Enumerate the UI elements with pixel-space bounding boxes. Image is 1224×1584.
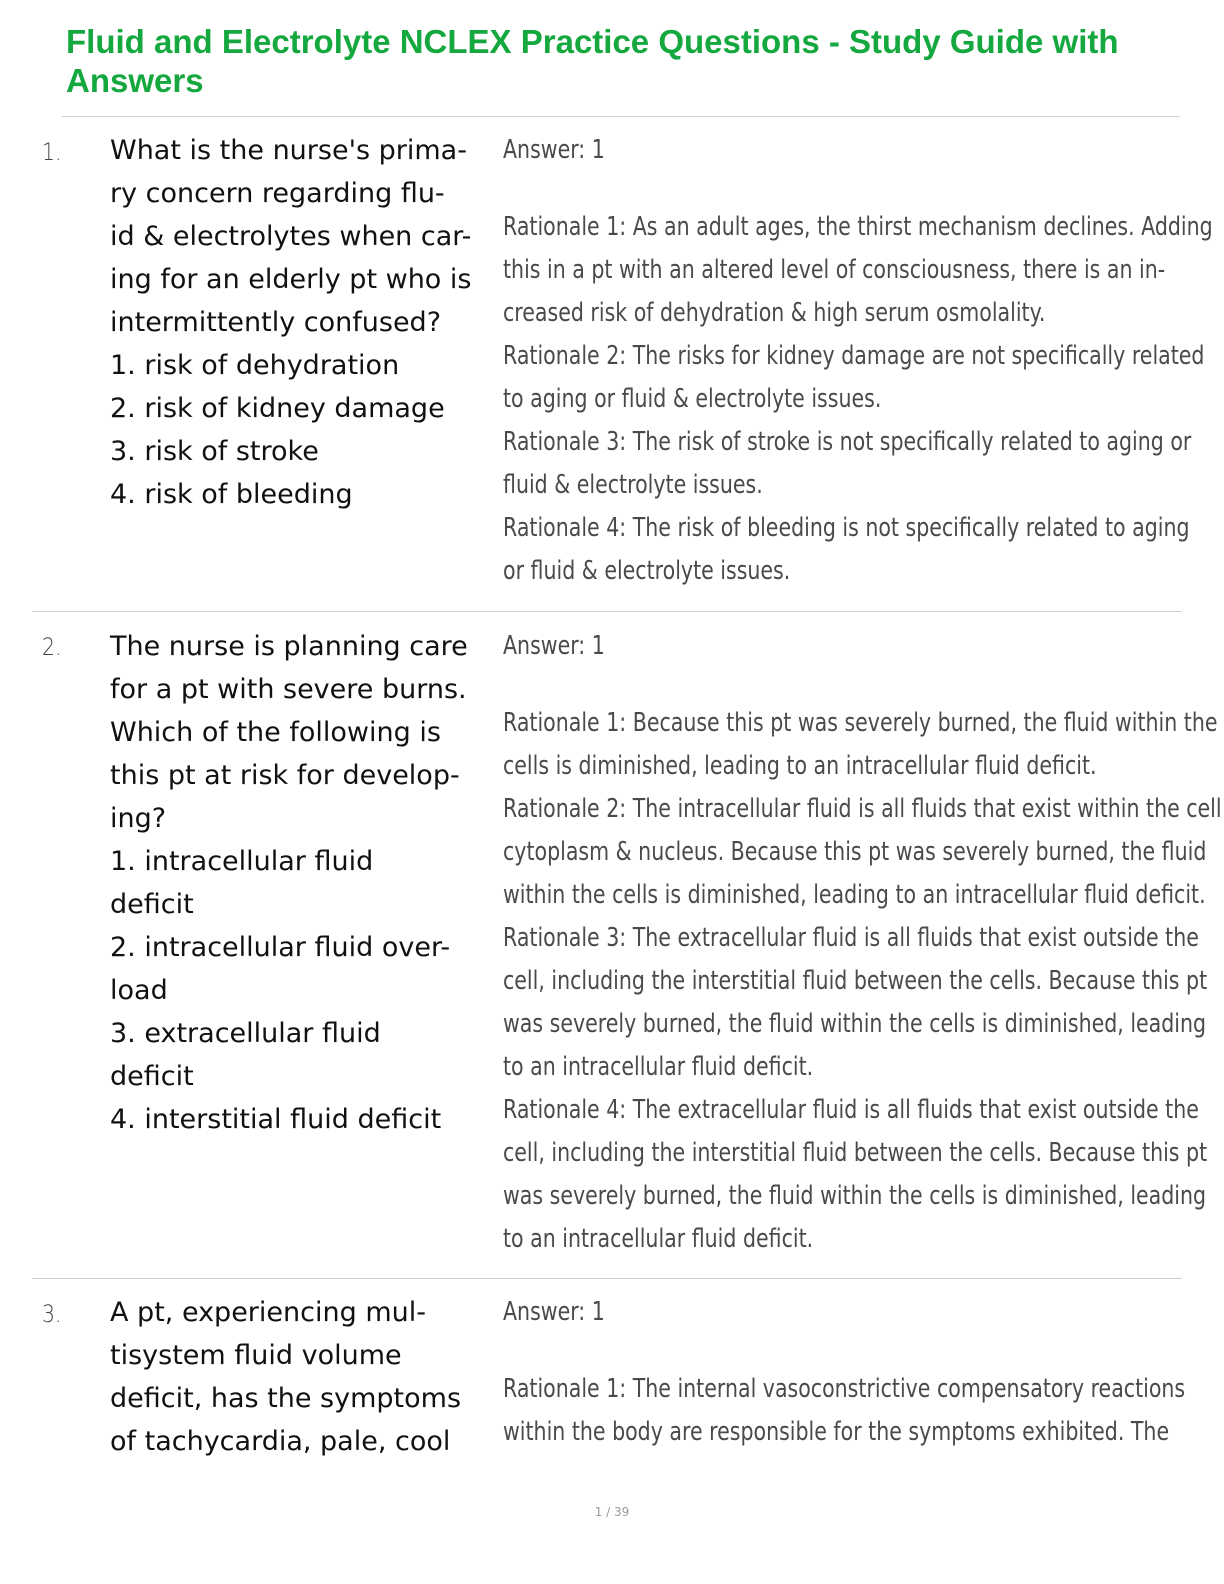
rationale-line: Rationale 4: The risk of bleeding is not specifically related to aging: [503, 513, 1190, 543]
answer-label: Answer: 1: [503, 631, 605, 661]
rationale-line: cell, including the interstitial fluid between the cells. Because this pt: [503, 966, 1208, 996]
title-divider: [62, 116, 1180, 117]
rationale-line: cell, including the interstitial fluid between the cells. Because this pt: [503, 1138, 1208, 1168]
rationale-line: within the body are responsible for the symptoms exhibited. The: [503, 1417, 1170, 1447]
page-indicator: 1 / 39: [594, 1505, 630, 1519]
rationale-line: Rationale 1: The internal vasoconstrictive compensatory reactions: [503, 1374, 1186, 1404]
rationale-line: or fluid & electrolyte issues.: [503, 556, 791, 586]
rationale-line: cells is diminished, leading to an intracellular fluid deficit.: [503, 751, 1097, 781]
rationale-line: within the cells is diminished, leading to an intracellular fluid deficit.: [503, 880, 1206, 910]
rationale-line: to an intracellular fluid deficit.: [503, 1224, 814, 1254]
question-divider: [32, 611, 1182, 612]
rationale-line: Rationale 1: As an adult ages, the thirst mechanism declines. Adding: [503, 212, 1213, 242]
rationale-line: cytoplasm & nucleus. Because this pt was severely burned, the fluid: [503, 837, 1207, 867]
rationale-line: was severely burned, the fluid within the cells is diminished, leading: [503, 1009, 1207, 1039]
rationale-line: this in a pt with an altered level of consciousness, there is an in-: [503, 255, 1166, 285]
question-number: 3.: [42, 1300, 62, 1328]
answer-column: [503, 1291, 1186, 1454]
question-number: 2.: [42, 633, 62, 661]
answer-label: Answer: 1: [503, 1297, 605, 1327]
rationale-line: Rationale 3: The extracellular fluid is all fluids that exist outside the: [503, 923, 1199, 953]
answer-column: [503, 625, 1222, 1261]
answer-column: [503, 129, 1213, 593]
question-text: A pt, experiencing mul- tisystem fluid volume deficit, has the symptoms of tachycardia, pale, cool: [110, 1297, 462, 1457]
rationale-line: Rationale 4: The extracellular fluid is all fluids that exist outside the: [503, 1095, 1199, 1125]
answer-label: Answer: 1: [503, 135, 605, 165]
question-number: 1.: [42, 138, 62, 166]
rationale-line: Rationale 1: Because this pt was severely burned, the fluid within the: [503, 708, 1218, 738]
rationale-line: was severely burned, the fluid within the cells is diminished, leading: [503, 1181, 1207, 1211]
rationale-line: fluid & electrolyte issues.: [503, 470, 763, 500]
question-divider: [32, 1278, 1182, 1279]
rationale-line: Rationale 2: The intracellular fluid is all fluids that exist within the cell: [503, 794, 1222, 824]
document-title: Fluid and Electrolyte NCLEX Practice Questions - Study Guide with Answers: [66, 23, 1119, 99]
rationale-line: to an intracellular fluid deficit.: [503, 1052, 814, 1082]
question-text: The nurse is planning care for a pt with severe burns. Which of the following is this pt at risk for develop- ing? 1. intracellular fluid deficit 2. intracellular fluid over- load 3. extracellular fluid deficit 4. interstitial fluid deficit: [110, 631, 468, 1135]
question-text: What is the nurse's prima- ry concern regarding flu- id & electrolytes when car- ing for an elderly pt who is intermittently confused? 1. risk of dehydration 2. risk of kidney damage 3. risk of stroke 4. risk of bleeding: [110, 135, 472, 510]
rationale-line: creased risk of dehydration & high serum osmolality.: [503, 298, 1046, 328]
rationale-line: to aging or fluid & electrolyte issues.: [503, 384, 882, 414]
rationale-line: Rationale 3: The risk of stroke is not specifically related to aging or: [503, 427, 1192, 457]
rationale-line: Rationale 2: The risks for kidney damage are not specifically related: [503, 341, 1205, 371]
